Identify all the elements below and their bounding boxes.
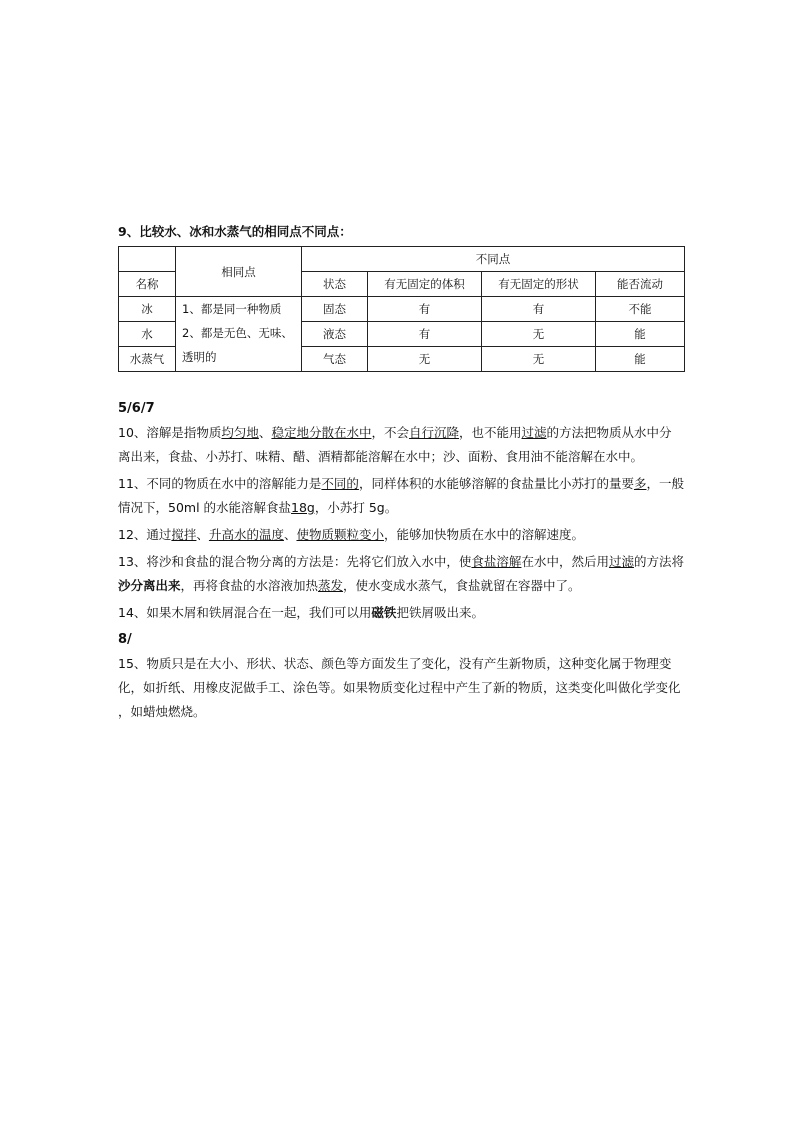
cell-flow: 不能 bbox=[596, 297, 685, 322]
table-row bbox=[119, 297, 685, 322]
cell-volume: 无 bbox=[368, 347, 482, 372]
col-header-volume: 有无固定的体积 bbox=[368, 272, 482, 297]
col-header-flow: 能否流动 bbox=[596, 272, 685, 297]
same-header: 相同点 bbox=[176, 247, 302, 297]
row-name: 水 bbox=[119, 322, 176, 347]
cell-volume: 有 bbox=[368, 322, 482, 347]
cell-flow: 能 bbox=[596, 322, 685, 347]
question-11: 11、不同的物质在水中的溶解能力是不同的，同样体积的水能够溶解的食盐量比小苏打的量要多，一般情况下，50ml 的水能溶解食盐18g，小苏打 5g。 bbox=[118, 476, 684, 515]
same-line: 2、都是无色、无味、 bbox=[182, 326, 293, 340]
name-header: 名称 bbox=[119, 272, 176, 297]
cell-flow: 能 bbox=[596, 347, 685, 372]
blank-corner-cell bbox=[119, 247, 176, 272]
cell-volume: 有 bbox=[368, 297, 482, 322]
document-page bbox=[118, 222, 684, 724]
comparison-table bbox=[118, 246, 685, 372]
cell-state: 固态 bbox=[302, 297, 368, 322]
cell-state: 液态 bbox=[302, 322, 368, 347]
question-10: 10、溶解是指物质均匀地、稳定地分散在水中，不会自行沉降，也不能用过滤的方法把物质从水中分离出来，食盐、小苏打、味精、醋、酒精都能溶解在水中；沙、面粉、食用油不能溶解在水中。 bbox=[118, 425, 672, 464]
cell-shape: 无 bbox=[482, 322, 596, 347]
col-header-state: 状态 bbox=[302, 272, 368, 297]
question-15: 15、物质只是在大小、形状、状态、颜色等方面发生了变化，没有产生新物质，这种变化属于物理变化，如折纸、用橡皮泥做手工、涂色等。如果物质变化过程中产生了新的物质，这类变化叫做化学变化 ，如蜡烛燃烧。 bbox=[118, 656, 681, 719]
diff-header: 不同点 bbox=[302, 247, 685, 272]
row-name: 冰 bbox=[119, 297, 176, 322]
question-14: 14、如果木屑和铁屑混合在一起，我们可以用磁铁把铁屑吸出来。 bbox=[118, 605, 484, 620]
cell-shape: 有 bbox=[482, 297, 596, 322]
col-header-shape: 有无固定的形状 bbox=[482, 272, 596, 297]
question-13: 13、将沙和食盐的混合物分离的方法是：先将它们放入水中，使食盐溶解在水中，然后用过滤的方法将沙分离出来，再将食盐的水溶液加热蒸发，使水变成水蒸气，食盐就留在容器中了。 bbox=[118, 554, 684, 593]
same-points-cell bbox=[176, 297, 302, 372]
section-heading-8: 8/ bbox=[118, 632, 132, 647]
same-line: 透明的 bbox=[182, 350, 217, 364]
cell-shape: 无 bbox=[482, 347, 596, 372]
question-12: 12、通过搅拌、升高水的温度、使物质颗粒变小，能够加快物质在水中的溶解速度。 bbox=[118, 527, 584, 542]
row-name: 水蒸气 bbox=[119, 347, 176, 372]
same-line: 1、都是同一种物质 bbox=[182, 302, 282, 316]
section-heading-567: 5/6/7 bbox=[118, 401, 155, 416]
cell-state: 气态 bbox=[302, 347, 368, 372]
question-9-title: 9、比较水、冰和水蒸气的相同点不同点： bbox=[118, 224, 352, 239]
